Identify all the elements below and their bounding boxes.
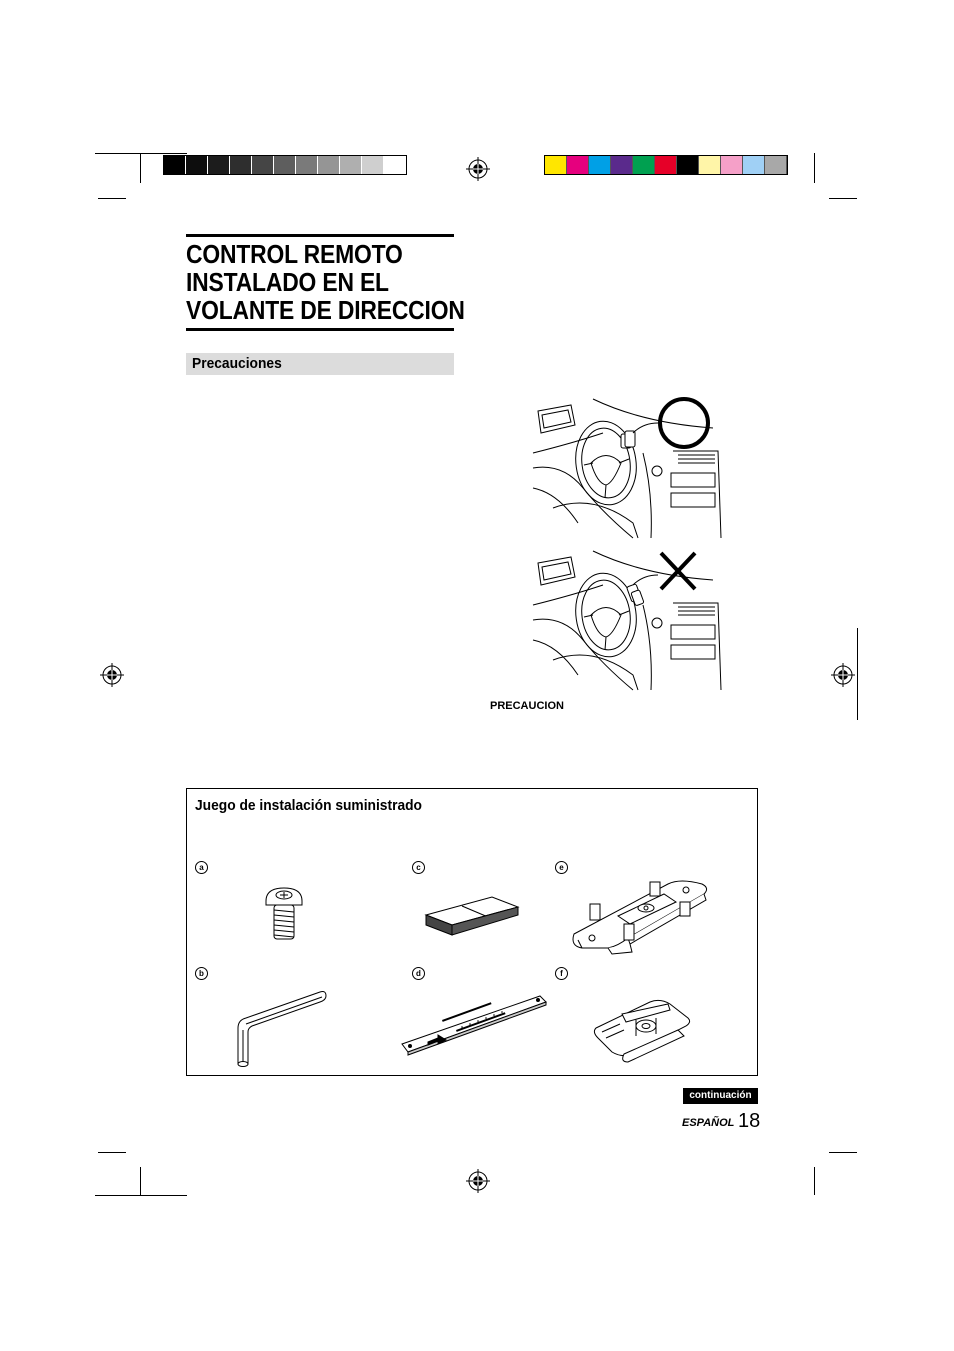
steering-wheel-wrong-illustration bbox=[533, 545, 723, 690]
continued-badge: continuación bbox=[683, 1088, 758, 1104]
color-swatch bbox=[677, 156, 699, 174]
color-swatch bbox=[318, 156, 340, 174]
template-plate-part-icon bbox=[400, 990, 550, 1060]
hex-key-part-icon bbox=[232, 988, 332, 1068]
process-color-bar bbox=[544, 155, 788, 175]
color-swatch bbox=[765, 156, 787, 174]
color-swatch bbox=[567, 156, 589, 174]
page-title-line: VOLANTE DE DIRECCION bbox=[186, 295, 465, 325]
color-swatch bbox=[611, 156, 633, 174]
adhesive-tape-part-icon bbox=[422, 891, 522, 941]
color-swatch bbox=[545, 156, 567, 174]
part-letter-d: d bbox=[412, 967, 425, 980]
color-swatch bbox=[743, 156, 765, 174]
color-swatch bbox=[230, 156, 252, 174]
grayscale-color-bar bbox=[163, 155, 407, 175]
color-swatch bbox=[208, 156, 230, 174]
color-swatch bbox=[721, 156, 743, 174]
color-swatch bbox=[274, 156, 296, 174]
registration-mark-icon bbox=[466, 157, 490, 181]
steering-wheel-correct-illustration bbox=[533, 393, 723, 538]
registration-mark-icon bbox=[466, 1169, 490, 1193]
language-label: ESPAÑOL bbox=[682, 1117, 735, 1129]
color-swatch bbox=[296, 156, 318, 174]
mounting-bracket-part-icon bbox=[568, 876, 714, 958]
color-swatch bbox=[362, 156, 384, 174]
section-header-label: Precauciones bbox=[192, 355, 282, 372]
registration-mark-icon bbox=[831, 663, 855, 687]
page-title-line: INSTALADO EN EL bbox=[186, 267, 389, 297]
title-top-rule bbox=[186, 234, 454, 237]
color-swatch bbox=[186, 156, 208, 174]
color-swatch bbox=[633, 156, 655, 174]
title-bottom-rule bbox=[186, 328, 454, 331]
part-letter-c: c bbox=[412, 861, 425, 874]
page-number: 18 bbox=[738, 1110, 761, 1132]
color-swatch bbox=[384, 156, 406, 174]
color-swatch bbox=[699, 156, 721, 174]
part-letter-e: e bbox=[555, 861, 568, 874]
page-title bbox=[186, 239, 465, 325]
color-swatch bbox=[589, 156, 611, 174]
part-letter-b: b bbox=[195, 967, 208, 980]
remote-holder-part-icon bbox=[592, 996, 696, 1064]
registration-mark-icon bbox=[100, 663, 124, 687]
color-swatch bbox=[655, 156, 677, 174]
installation-kit-title: Juego de instalación suministrado bbox=[195, 797, 422, 814]
caution-label: PRECAUCION bbox=[490, 700, 564, 712]
color-swatch bbox=[252, 156, 274, 174]
screw-part-icon bbox=[262, 885, 306, 943]
part-letter-f: f bbox=[555, 967, 568, 980]
color-swatch bbox=[340, 156, 362, 174]
cross-wrong-icon bbox=[661, 553, 695, 589]
color-swatch bbox=[164, 156, 186, 174]
part-letter-a: a bbox=[195, 861, 208, 874]
circle-ok-icon bbox=[660, 399, 708, 447]
page-title-line: CONTROL REMOTO bbox=[186, 239, 403, 269]
